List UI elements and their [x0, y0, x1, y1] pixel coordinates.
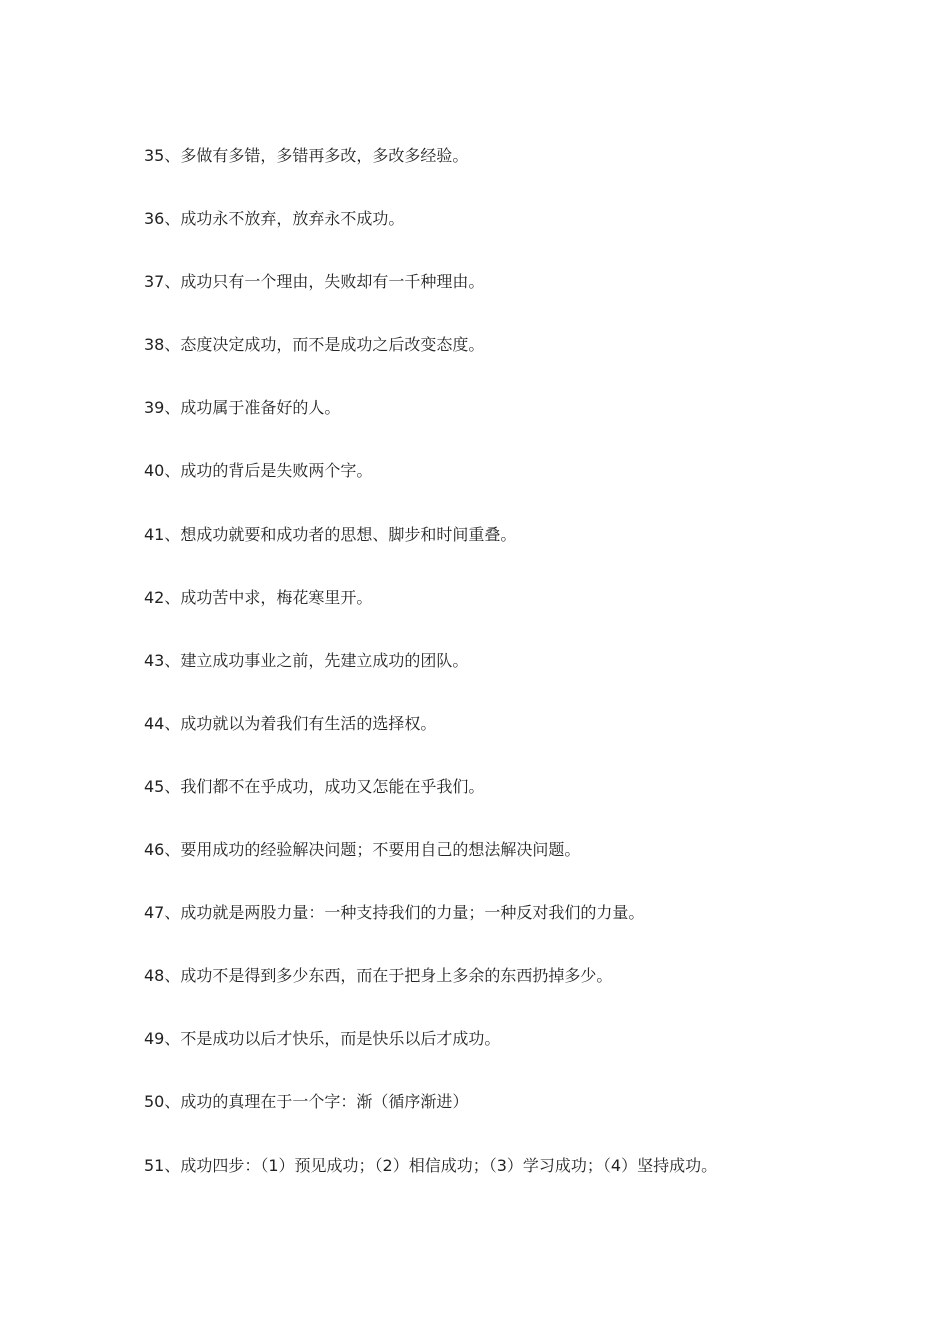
quote-45: 45、我们都不在乎成功，成功又怎能在乎我们。	[144, 776, 485, 796]
quote-46: 46、要用成功的经验解决问题；不要用自己的想法解决问题。	[144, 840, 581, 860]
quote-42: 42、成功苦中求，梅花寒里开。	[144, 587, 373, 607]
quote-35: 35、多做有多错，多错再多改，多改多经验。	[144, 146, 469, 165]
quote-44: 44、成功就以为着我们有生活的选择权。	[144, 713, 437, 733]
quote-36: 36、成功永不放弃，放弃永不成功。	[144, 209, 405, 229]
quote-50: 50、成功的真理在于一个字：渐（循序渐进）	[144, 1092, 469, 1112]
quote-48: 48、成功不是得到多少东西，而在于把身上多余的东西扔掉多少。	[144, 966, 613, 986]
quote-41: 41、想成功就要和成功者的思想、脚步和时间重叠。	[144, 524, 517, 544]
quote-49: 49、不是成功以后才快乐，而是快乐以后才成功。	[144, 1029, 501, 1049]
quote-list	[144, 145, 864, 1218]
quote-38: 38、态度决定成功，而不是成功之后改变态度。	[144, 335, 485, 355]
quote-39: 39、成功属于准备好的人。	[144, 398, 341, 418]
quote-40: 40、成功的背后是失败两个字。	[144, 461, 373, 481]
quote-51: 51、成功四步：（1）预见成功；（2）相信成功；（3）学习成功；（4）坚持成功。	[144, 1155, 718, 1175]
quote-47: 47、成功就是两股力量：一种支持我们的力量；一种反对我们的力量。	[144, 903, 645, 923]
quote-37: 37、成功只有一个理由，失败却有一千种理由。	[144, 272, 485, 292]
quote-43: 43、建立成功事业之前，先建立成功的团队。	[144, 650, 469, 670]
